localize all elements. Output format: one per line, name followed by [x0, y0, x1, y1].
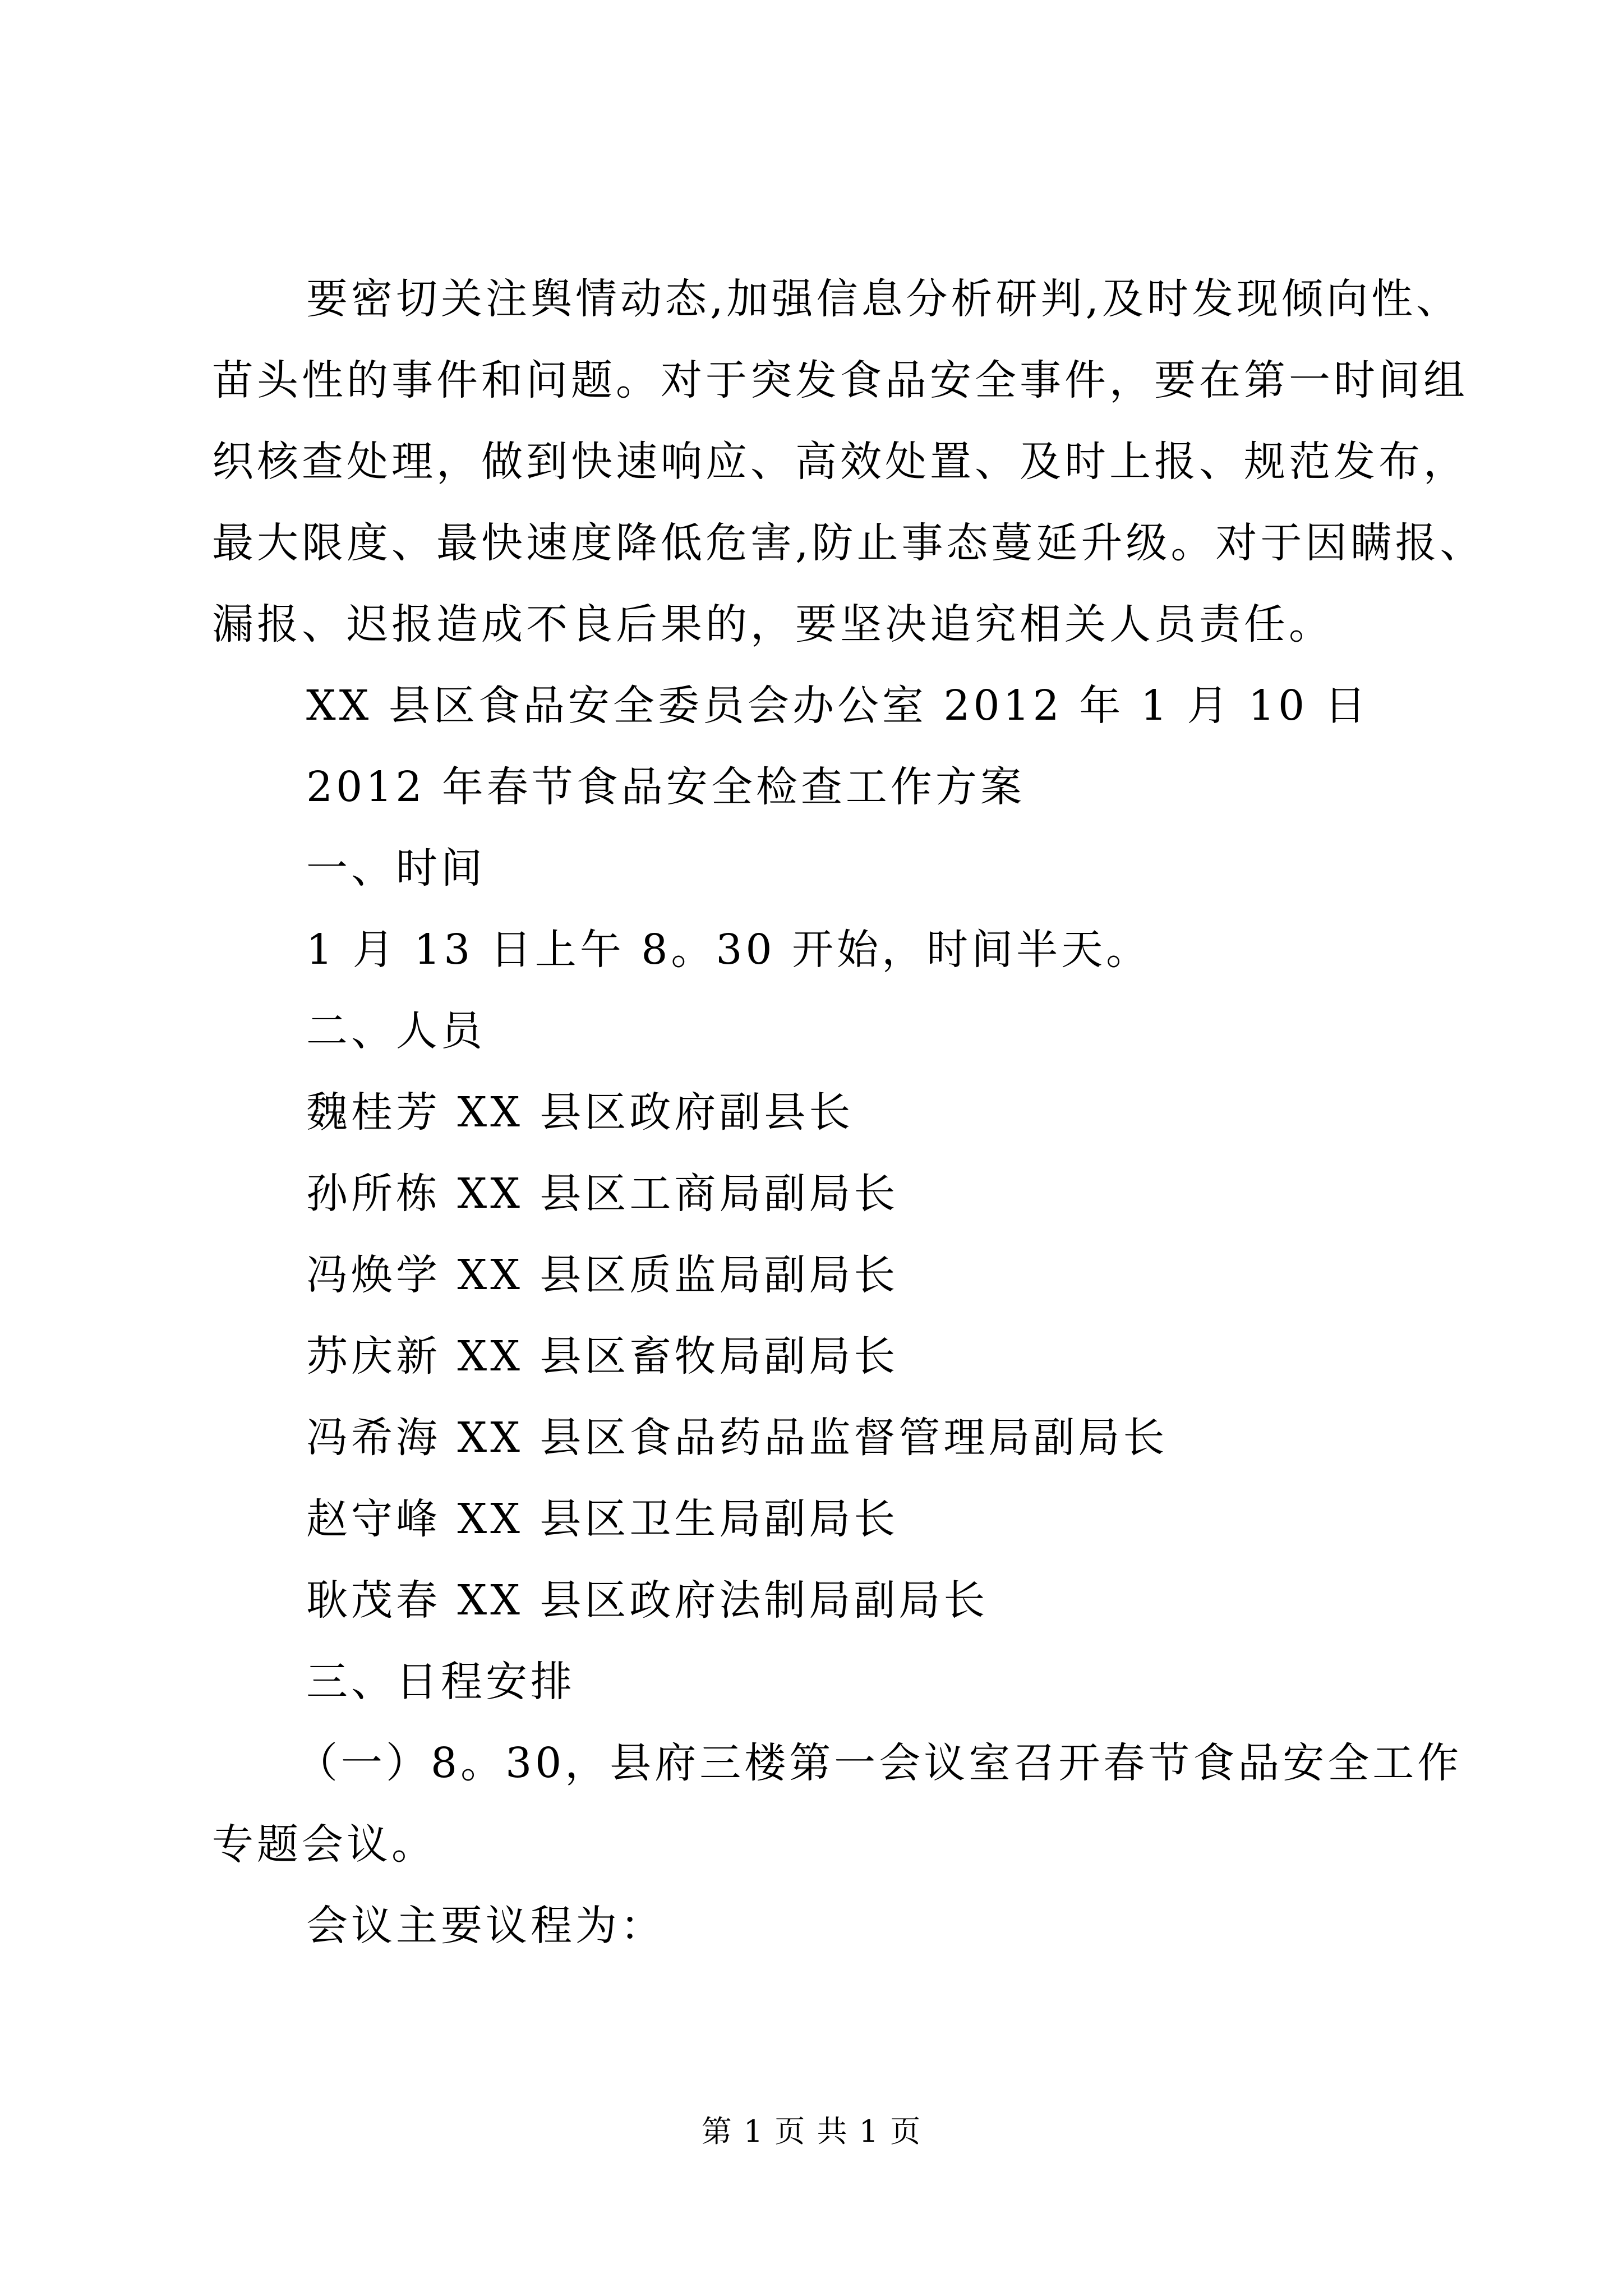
- paragraph-line: 漏报、迟报造成不良后果的，要坚决追究相关人员责任。: [212, 600, 1334, 648]
- agenda-intro: 会议主要议程为：: [306, 1902, 665, 1950]
- section-heading-schedule: 三、日程安排: [306, 1658, 575, 1706]
- paragraph-line: 最大限度、最快速度降低危害,防止事态蔓延升级。对于因瞒报、: [212, 519, 1485, 567]
- member-line: 冯希海 XX 县区食品药品监督管理局副局长: [306, 1414, 1168, 1462]
- schedule-item-line: 专题会议。: [212, 1820, 436, 1869]
- member-line: 耿茂春 XX 县区政府法制局副局长: [306, 1576, 989, 1625]
- member-line: 苏庆新 XX 县区畜牧局副局长: [306, 1332, 899, 1381]
- member-line: 冯焕学 XX 县区质监局副局长: [306, 1251, 899, 1299]
- paragraph-line: 织核查处理，做到快速响应、高效处置、及时上报、规范发布，: [212, 438, 1468, 486]
- section-heading-personnel: 二、人员: [306, 1007, 486, 1055]
- signature-line: XX 县区食品安全委员会办公室 2012 年 1 月 10 日: [306, 682, 1370, 730]
- member-line: 魏桂芳 XX 县区政府副县长: [306, 1088, 854, 1137]
- time-content: 1 月 13 日上午 8。30 开始，时间半天。: [306, 926, 1151, 974]
- document-title: 2012 年春节食品安全检查工作方案: [306, 763, 1025, 811]
- member-line: 赵守峰 XX 县区卫生局副局长: [306, 1495, 899, 1543]
- schedule-item-line: （一）8。30，县府三楼第一会议室召开春节食品安全工作: [296, 1739, 1463, 1787]
- paragraph-line: 要密切关注舆情动态,加强信息分析研判,及时发现倾向性、: [306, 275, 1461, 323]
- member-line: 孙所栋 XX 县区工商局副局长: [306, 1170, 899, 1218]
- page-footer: 第 1 页 共 1 页: [701, 2114, 922, 2149]
- paragraph-line: 苗头性的事件和问题。对于突发食品安全事件，要在第一时间组: [212, 356, 1468, 404]
- section-heading-time: 一、时间: [306, 844, 486, 892]
